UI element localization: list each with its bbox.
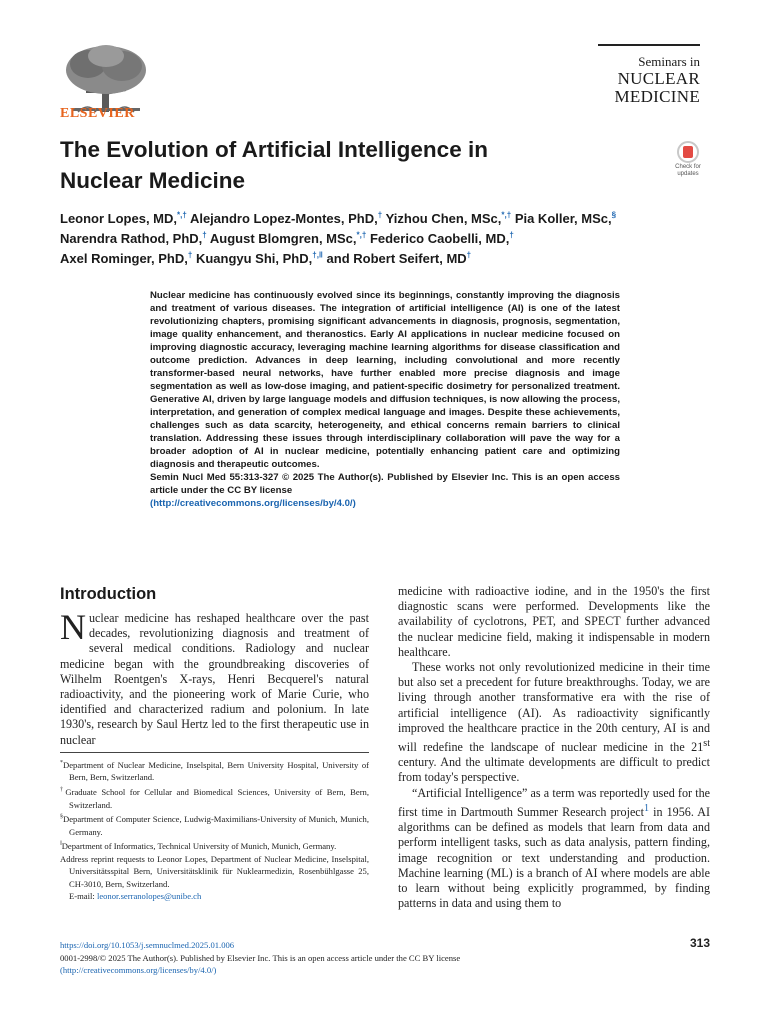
drop-cap: N [60, 607, 86, 647]
body-paragraph: medicine with radioactive iodine, and in the 1950's the first diagnostic scans were performed. Developments like the availability of cyclotrons, PET, and SPECT further advanced the nuclear medicine field, making it indispensable in modern healthcare. [398, 584, 710, 659]
author: Alejandro Lopez-Montes, PhD,† [189, 210, 383, 226]
section-heading-introduction: Introduction [60, 585, 157, 603]
title-line2: Nuclear Medicine [60, 168, 246, 193]
email-link[interactable]: leonor.serranolopes@unibe.ch [96, 891, 202, 902]
article-title [60, 134, 620, 196]
intro-paragraph: Nuclear medicine has reshaped healthcare over the past decades, revolutionizing diagnosis and treatment of several medical conditions. Radiology and nuclear medicine began with the groundbreaking discoveries of Wilhelm Roentgen's X-rays, Henri Becquerel's natural radioactivity, and the pioneering work of Marie Curie, who identified and characterized radium and polonium. In late 1930's, research by Saul Hertz led to the first therapeutic use in nuclear [60, 607, 369, 747]
journal-line1: Seminars in [638, 54, 700, 69]
footnote: †Graduate School for Cellular and Biomedical Sciences, University of Bern, Bern, Switzerland. [60, 786, 370, 810]
footnote: ‖Department of Informatics, Technical University of Munich, Munich, Germany. [60, 841, 337, 851]
left-column [60, 607, 369, 748]
author: Axel Rominger, PhD,† [60, 250, 193, 266]
license-link[interactable]: (http://creativecommons.org/licenses/by/4.0/) [150, 498, 356, 509]
journal-line2: NUCLEAR [617, 69, 700, 88]
check-for-updates-badge[interactable] [669, 141, 707, 177]
journal-title [598, 54, 700, 106]
author-list [60, 209, 720, 269]
abstract [150, 289, 620, 510]
check-updates-label2: updates [677, 171, 699, 177]
publisher-name: ELSEVIER [60, 106, 135, 121]
reprint-address: Address reprint requests to Leonor Lopes, Department of Nuclear Medicine, Inselspital, Universitätsspital Bern, Universitätsklinik für Nuklearmedizin, Rosenbühlgasse 25, CH-3010, Bern, Switzerland. E-mail: leonor.serranolopes@unibe.ch [60, 853, 369, 902]
right-column [398, 584, 710, 911]
author: Yizhou Chen, MSc,*,† [385, 210, 512, 226]
footer-license-link[interactable]: (http://creativecommons.org/licenses/by/4.0/) [60, 965, 217, 976]
author: Kuangyu Shi, PhD,†,‖ [195, 250, 323, 266]
footnote: *Department of Nuclear Medicine, Inselspital, Bern University Hospital, University of Bern, Bern, Switzerland. [60, 759, 369, 783]
reference-link[interactable]: 1 [644, 802, 650, 814]
body-paragraph: “Artificial Intelligence” as a term was reportedly used for the first time in Dartmouth Summer Research project$^1$ in 1956. AI algorithms can be defined as models that learn from data and perform intelligent tasks, such as data analysis, pattern finding, image recognition or text understanding and production. Machine learning (ML) is a branch of AI where models are able to learn without being explicitly programmed, by finding patterns in data and using them to [398, 785, 710, 911]
author: and Robert Seifert, MD† [326, 250, 472, 266]
check-updates-label1: Check for [675, 164, 701, 170]
doi-link[interactable]: https://doi.org/10.1053/j.semnuclmed.2025.01.006 [60, 940, 235, 950]
abstract-citation: Semin Nucl Med 55:313-327 © 2025 The Author(s). Published by Elsevier Inc. This is an open access article under the CC BY license (http://creativecommons.org/licenses/by/4.0/) [150, 472, 620, 509]
footnote: §Department of Computer Science, Ludwig-Maximilians-University of Munich, Munich, Germany. [60, 813, 369, 837]
author: Narendra Rathod, PhD,† [60, 230, 207, 246]
journal-line3: MEDICINE [614, 87, 700, 106]
author: August Blomgren, MSc,*,† [209, 230, 367, 246]
author: Leonor Lopes, MD,*,† [60, 210, 187, 226]
journal-rule [598, 44, 700, 46]
footnote-divider [60, 752, 369, 753]
page-number: 313 [689, 936, 710, 950]
abstract-text: Nuclear medicine has continuously evolved since its beginnings, constantly improving the diagnosis and treatment of various diseases. The integration of artificial intelligence (AI) is one of the latest revolutionizing chapters, promising significant advancements in diagnosis, prognosis, segmentation, image quality enhancement, and theranostics. Early AI applications in nuclear medicine focused on improving diagnostic accuracy, leveraging machine learning algorithms for disease classification and outcome prediction. Advances in deep learning, including convolutional and more recently transformer-based neural networks, have further enabled more precise diagnosis and image segmentation as well as low-dose imaging, and patient-specific dosimetry for personalized treatment. Generative AI, driven by large language models and diffusion techniques, is now allowing the process, interpretation, and generation of complex medical language and images. Despite these achievements, challenges such as data scarcity, heterogeneity, and ethical concerns remain barriers to clinical translation. Addressing these issues through interdisciplinary collaboration will pave the way for a broader adoption of AI in nuclear medicine, potentially enhancing patient care and optimizing diagnosis and therapeutic outcomes. [150, 290, 620, 470]
body-paragraph: These works not only revolutionized medicine in their time but also set a precedent for future breakthroughs. Today, we are living through another transformative era with the rise of artificial intelligence (AI). As radioactivity significantly improved the healthcare practice in the 20th century, AI is and will redefine the landscape of nuclear medicine in the 21st century. And the ultimate developments are difficult to predict from today's perspective. [398, 660, 710, 785]
affiliation-footnotes [60, 757, 369, 903]
crossmark-icon [677, 141, 699, 163]
author: Federico Caobelli, MD,† [369, 230, 514, 246]
author: Pia Koller, MSc,§ [514, 210, 617, 226]
copyright-line: 0001-2998/© 2025 The Author(s). Published by Elsevier Inc. This is an open access article under the CC BY license [60, 952, 461, 963]
page-footer [60, 936, 710, 977]
title-line1: The Evolution of Artificial Intelligence in [60, 137, 488, 162]
